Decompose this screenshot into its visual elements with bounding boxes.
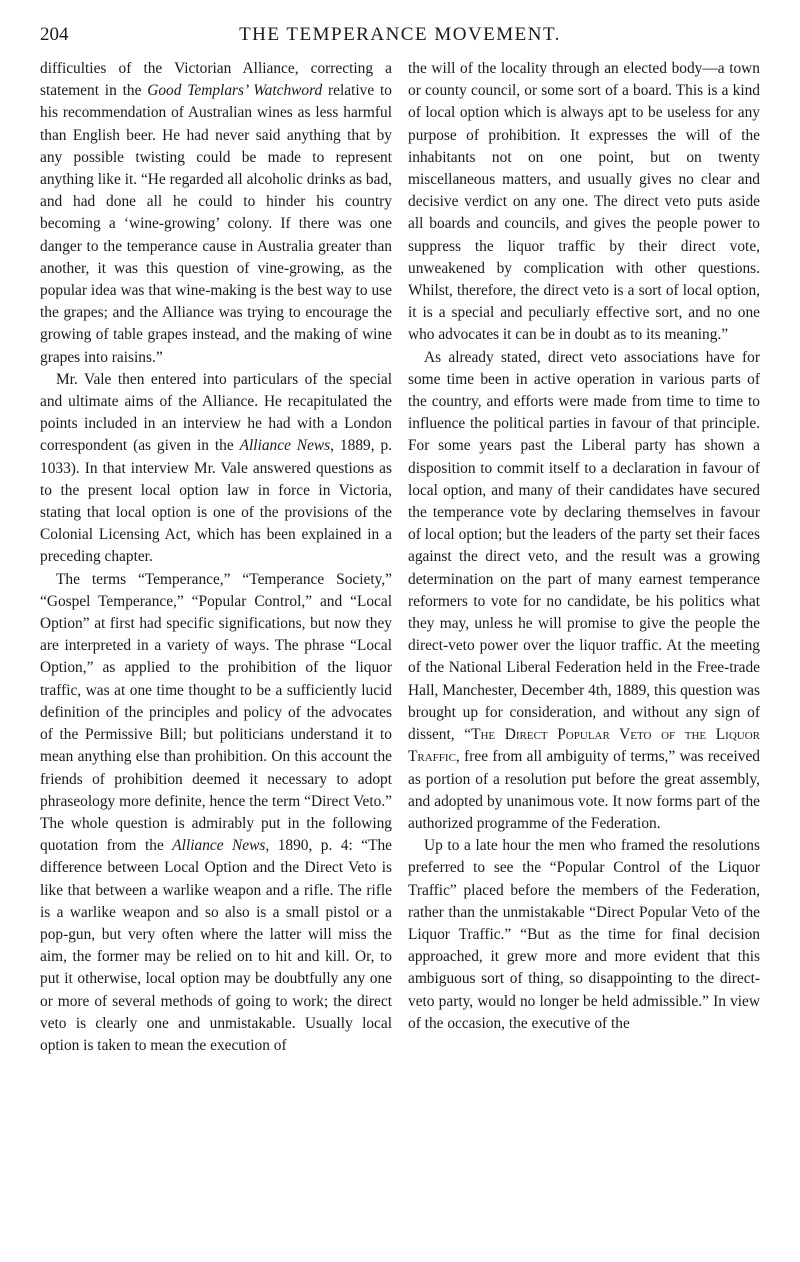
text-span: Mr. Vale then entered into particulars of the special and ultimate aims of the Alliance. He recapitulated the points included in an interview he had with a London correspondent (as given in the: [40, 370, 392, 455]
italic-title: Alliance News: [172, 837, 266, 855]
text-span: relative to his recommendation of Australian wines as less harmful than English beer. He had never said anything that by any possible twisting could be made to represent anything like it. “He regarded all alcoholic drinks as bad, and had done all he could to hinder his country becoming a ‘wine-growing’ colony. If there was one danger to the temperance cause in Australia greater than another, it was this question of vine-growing, as the popular idea was that wine-making is the best way to use the grapes; and the Alliance was trying to encourage the growing of table grapes instead, and the making of wine grapes into raisins.”: [40, 82, 393, 366]
right-column: [408, 58, 760, 1035]
running-title: THE TEMPERANCE MOVEMENT.: [239, 24, 561, 45]
italic-title: Good Templars’ Watchword: [147, 82, 323, 100]
page-number: 204: [40, 24, 69, 45]
text-span: , 1889, p. 1033). In that interview Mr. Vale answered questions as to the present local option law in force in Victoria, stating that local option is one of the provisions of the Colonial Licensing Act, which has been explained in a preceding chapter.: [40, 437, 392, 566]
text-span: The terms “Temperance,” “Temperance Society,” “Gospel Temperance,” “Popular Control,” and “Local Option” at first had specific significations, but now they are interpreted in a variety of ways. The phrase “Local Option,” as applied to the prohibition of the liquor traffic, was at one time thought to be a sufficiently lucid definition of the principles and policy of the advocates of the Permissive Bill; but politicians understand it to mean anything else than prohibition. On this account the friends of prohibition deemed it necessary to adopt phraseology more definite, hence the term “Direct Veto.” The whole question is admirably put in the following quotation from the: [40, 570, 392, 855]
paragraph: Up to a late hour the men who framed the resolutions preferred to see the “Popular Control of the Liquor Traffic” placed before the members of the Federation, rather than the unmistakable “Direct Popular Veto of the Liquor Traffic.” “But as the time for final decision approached, it grew more and more evident that this ambiguous sort of thing, so disappointing to the direct-veto party, would no longer be held admissible.” In view of the occasion, the executive of the: [408, 837, 760, 1032]
paragraph: [40, 569, 392, 1057]
page-header: [0, 24, 800, 54]
paragraph: the will of the locality through an elected body—a town or county council, or some sort of a board. This is a kind of local option which is always apt to be useless for any purpose of prohibition. It expresses the will of the inhabitants not on one point, but on twenty miscellaneous matters, and usually gives no clear and decisive verdict on any one. The direct veto puts aside all boards and councils, and gives the people power to suppress the liquor traffic by their direct vote, unweakened by complication with other questions. Whilst, therefore, the direct veto is a sort of local option, it is a special and peculiarly effective sort, and no one who advocates it can be in doubt as to its meaning.”: [408, 60, 760, 344]
paragraph: [408, 347, 760, 835]
text-span: , 1890, p. 4: “The difference between Local Option and the Direct Veto is like that between a warlike weapon and a rifle. The rifle is a warlike weapon and so also is a small pistol or a pop-gun, but very often where the latter will miss the aim, the former may be relied on to hit and kill. Or, to put it otherwise, local option may be doubtfully any one or more of several methods of going to work; the direct veto is clearly one and unmistakable. Usually local option is taken to mean the execution of: [40, 837, 392, 1054]
text-span: As already stated, direct veto associations have for some time been in active operation in various parts of the country, and efforts were made from time to time to influence the political parties in favour of that principle. For some years past the Liberal party has shown a disposition to commit itself to a declaration in favour of local option, and many of their candidates have secured the temperance vote by declaring themselves in favour of local option; but the leaders of the party set their faces against the direct veto, and the result was a growing determination on the part of many earnest temperance reformers to vote for no candidate, be his politics what they may, unless he will promise to give the people the direct-veto power over the liquor traffic. At the meeting of the National Liberal Federation held in the Free-trade Hall, Manchester, December 4th, 1889, this question was brought up for consideration, and without any sign of dissent, “: [408, 348, 761, 744]
italic-title: Alliance News: [239, 437, 331, 455]
left-column: [40, 58, 392, 1057]
small-caps-phrase: The Direct Popular Veto of the Liquor Traffic: [408, 726, 760, 766]
text-span: , free from all ambiguity of terms,” was received as portion of a resolution put before the great assembly, and adopted by unanimous vote. It now forms part of the authorized programme of the Federation.: [408, 748, 760, 832]
paragraph: [40, 58, 392, 369]
text-span: difficulties of the Victorian Alliance, correcting a statement in the: [40, 60, 392, 100]
paragraph: [40, 369, 392, 569]
